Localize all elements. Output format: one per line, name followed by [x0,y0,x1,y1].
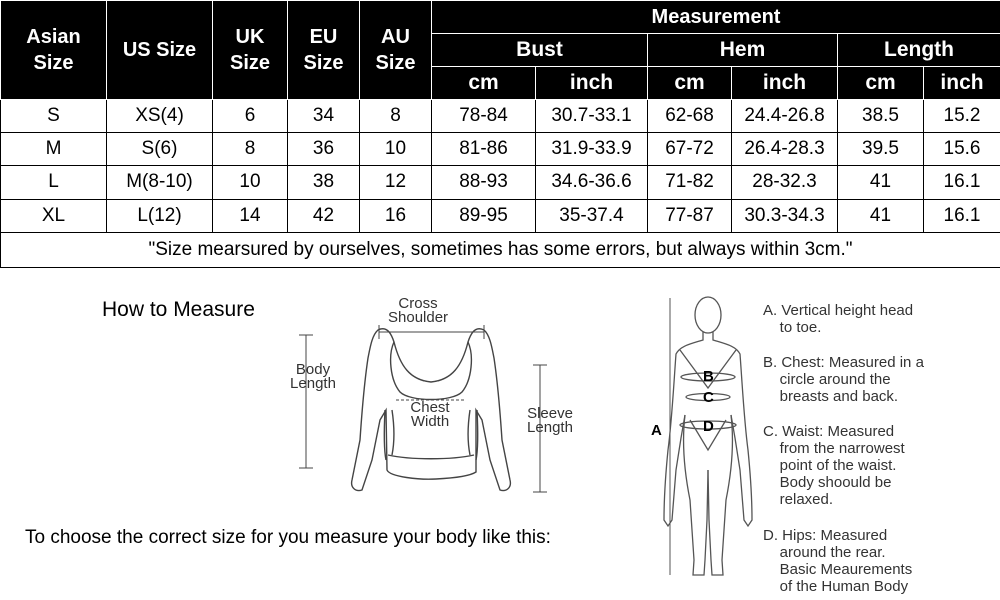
cell-length-inch: 15.2 [924,100,1000,133]
cell-length-inch: 15.6 [924,133,1000,166]
cell-hem-inch: 24.4-26.8 [732,100,838,133]
table-row [1,100,1000,133]
body-letter-a: A [651,422,662,439]
header-asian-size: Asian Size [1,1,107,100]
cell-uk-size: 14 [213,199,288,232]
header-bust-cm: cm [432,67,536,100]
cell-bust-cm: 78-84 [432,100,536,133]
header-length: Length [838,34,1000,67]
cell-bust-inch: 30.7-33.1 [536,100,648,133]
cell-eu-size: 34 [288,100,360,133]
header-measurement: Measurement [432,1,1000,34]
cell-length-cm: 41 [838,166,924,199]
cell-length-cm: 41 [838,199,924,232]
header-hem-inch: inch [732,67,838,100]
table-row [1,133,1000,166]
cell-au-size: 8 [360,100,432,133]
cell-us-size: L(12) [107,199,213,232]
header-hem: Hem [648,34,838,67]
body-letter-b: B [703,368,714,385]
size-disclaimer-note: "Size mearsured by ourselves, sometimes has some errors, but always within 3cm." [1,232,1000,267]
cross-shoulder-label: Cross Shoulder [388,295,449,326]
header-hem-cm: cm [648,67,732,100]
body-letter-c: C [703,389,714,406]
cell-asian-size: L [1,166,107,199]
body-letter-d: D [703,418,714,435]
desc-waist: C. Waist: Measured from the narrowest point of the waist. Body shoould be relaxed. [763,423,905,508]
cell-bust-inch: 35-37.4 [536,199,648,232]
cell-eu-size: 38 [288,166,360,199]
cell-bust-inch: 31.9-33.9 [536,133,648,166]
cell-bust-cm: 81-86 [432,133,536,166]
cell-eu-size: 36 [288,133,360,166]
body-illustration [664,297,752,575]
cell-length-inch: 16.1 [924,199,1000,232]
cell-au-size: 16 [360,199,432,232]
cell-asian-size: M [1,133,107,166]
measure-instruction: To choose the correct size for you measure your body like this: [25,527,551,548]
cell-asian-size: S [1,100,107,133]
header-us-size: US Size [107,1,213,100]
cell-hem-cm: 71-82 [648,166,732,199]
header-length-cm: cm [838,67,924,100]
cell-au-size: 12 [360,166,432,199]
cell-length-cm: 39.5 [838,133,924,166]
cell-au-size: 10 [360,133,432,166]
cell-hem-inch: 26.4-28.3 [732,133,838,166]
header-uk-size: UK Size [213,1,288,100]
cell-asian-size: XL [1,199,107,232]
size-chart-table [0,0,1000,268]
header-bust-inch: inch [536,67,648,100]
header-eu-size: EU Size [288,1,360,100]
cell-hem-cm: 77-87 [648,199,732,232]
cell-length-cm: 38.5 [838,100,924,133]
cell-eu-size: 42 [288,199,360,232]
how-to-measure-title: How to Measure [102,298,255,321]
cell-length-inch: 16.1 [924,166,1000,199]
cell-hem-inch: 30.3-34.3 [732,199,838,232]
cell-uk-size: 6 [213,100,288,133]
cell-hem-cm: 62-68 [648,100,732,133]
cell-uk-size: 8 [213,133,288,166]
desc-hips: D. Hips: Measured around the rear. Basic Meaurements of the Human Body [763,527,913,595]
cell-hem-cm: 67-72 [648,133,732,166]
header-length-inch: inch [924,67,1000,100]
cell-us-size: XS(4) [107,100,213,133]
cell-us-size: M(8-10) [107,166,213,199]
cell-bust-inch: 34.6-36.6 [536,166,648,199]
cell-bust-cm: 89-95 [432,199,536,232]
cell-hem-inch: 28-32.3 [732,166,838,199]
header-bust: Bust [432,34,648,67]
chest-width-label: Chest Width [410,399,450,430]
cell-uk-size: 10 [213,166,288,199]
cell-us-size: S(6) [107,133,213,166]
header-au-size: AU Size [360,1,432,100]
sleeve-length-label: Sleeve Length [527,405,573,436]
body-length-label: Body Length [290,361,336,392]
table-row [1,166,1000,199]
measurement-guide [0,270,1000,600]
cell-bust-cm: 88-93 [432,166,536,199]
desc-vertical-height: A. Vertical height head to toe. [763,302,914,336]
table-row [1,199,1000,232]
desc-chest: B. Chest: Measured in a circle around the breasts and back. [763,354,924,405]
